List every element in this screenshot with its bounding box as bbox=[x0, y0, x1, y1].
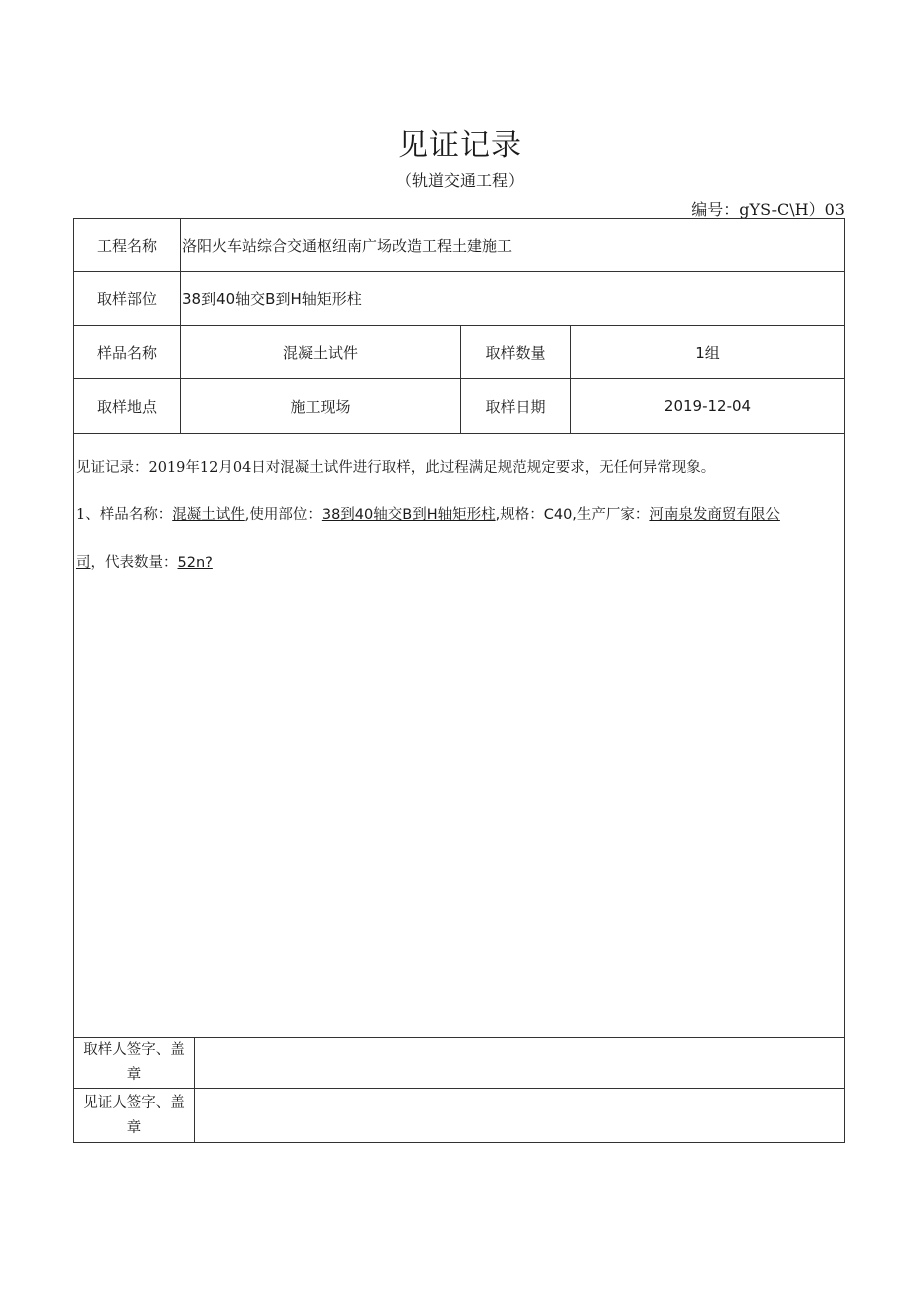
page-title: 见证记录 bbox=[398, 128, 522, 163]
sample-label: 样品名称 bbox=[74, 326, 181, 378]
qty-label: 取样数量 bbox=[461, 326, 571, 378]
record-manufacturer-b: 司 bbox=[76, 555, 91, 571]
sampler-signature-field[interactable] bbox=[195, 1038, 844, 1088]
sampler-label-line-1: 取样人签字、盖 bbox=[83, 1042, 185, 1058]
sampler-label-line-2: 章 bbox=[126, 1067, 142, 1083]
row-project bbox=[74, 219, 844, 272]
page-subtitle: （轨道交通工程） bbox=[395, 171, 524, 190]
sample-value: 混凝土试件 bbox=[181, 326, 461, 378]
use-location-prefix: ,使用部位： bbox=[244, 507, 322, 523]
row-sample bbox=[74, 326, 844, 379]
row-place bbox=[74, 379, 844, 434]
place-value: 施工现场 bbox=[181, 379, 461, 433]
location-label: 取样部位 bbox=[74, 272, 181, 325]
date-label: 取样日期 bbox=[461, 379, 571, 433]
project-label: 工程名称 bbox=[74, 219, 181, 271]
record-sample-name: 混凝土试件 bbox=[172, 507, 245, 523]
record-manufacturer-a: 河南泉发商贸有限公 bbox=[649, 507, 780, 523]
sample-name-prefix: 1、样品名称： bbox=[76, 507, 173, 523]
witness-label-line-1: 见证人签字、盖 bbox=[83, 1094, 185, 1111]
record-body bbox=[74, 434, 844, 1038]
witness-signature-label bbox=[74, 1089, 195, 1142]
document-number: 编号：gYS-C\H）03 bbox=[691, 200, 845, 219]
witness-label-line-2: 章 bbox=[126, 1119, 142, 1136]
record-sheet bbox=[73, 218, 845, 1143]
place-label: 取样地点 bbox=[74, 379, 181, 433]
sampler-signature-label bbox=[74, 1038, 195, 1088]
qty-value: 1组 bbox=[695, 343, 720, 362]
record-line-2 bbox=[76, 503, 780, 524]
location-value: 38到40轴交B到H轴矩形柱 bbox=[182, 290, 362, 308]
project-value: 洛阳火车站综合交通枢纽南广场改造工程土建施工 bbox=[182, 236, 513, 255]
date-value: 2019-12-04 bbox=[663, 397, 752, 415]
row-sampler-signature bbox=[74, 1038, 844, 1089]
row-witness-signature bbox=[74, 1089, 844, 1142]
record-line-1: 见证记录：2019年12月04日对混凝土试件进行取样，此过程满足规范规定要求，无任何异常现象。 bbox=[76, 460, 716, 476]
record-line-3 bbox=[76, 551, 213, 572]
record-spec: ,规格：C40,生产厂家： bbox=[495, 507, 650, 523]
witness-signature-field[interactable] bbox=[195, 1089, 844, 1142]
record-qty-prefix: ，代表数量： bbox=[90, 555, 178, 571]
record-use-location: 38到40轴交B到H轴矩形柱 bbox=[321, 507, 496, 523]
record-qty: 52n? bbox=[177, 555, 213, 571]
row-location bbox=[74, 272, 844, 326]
